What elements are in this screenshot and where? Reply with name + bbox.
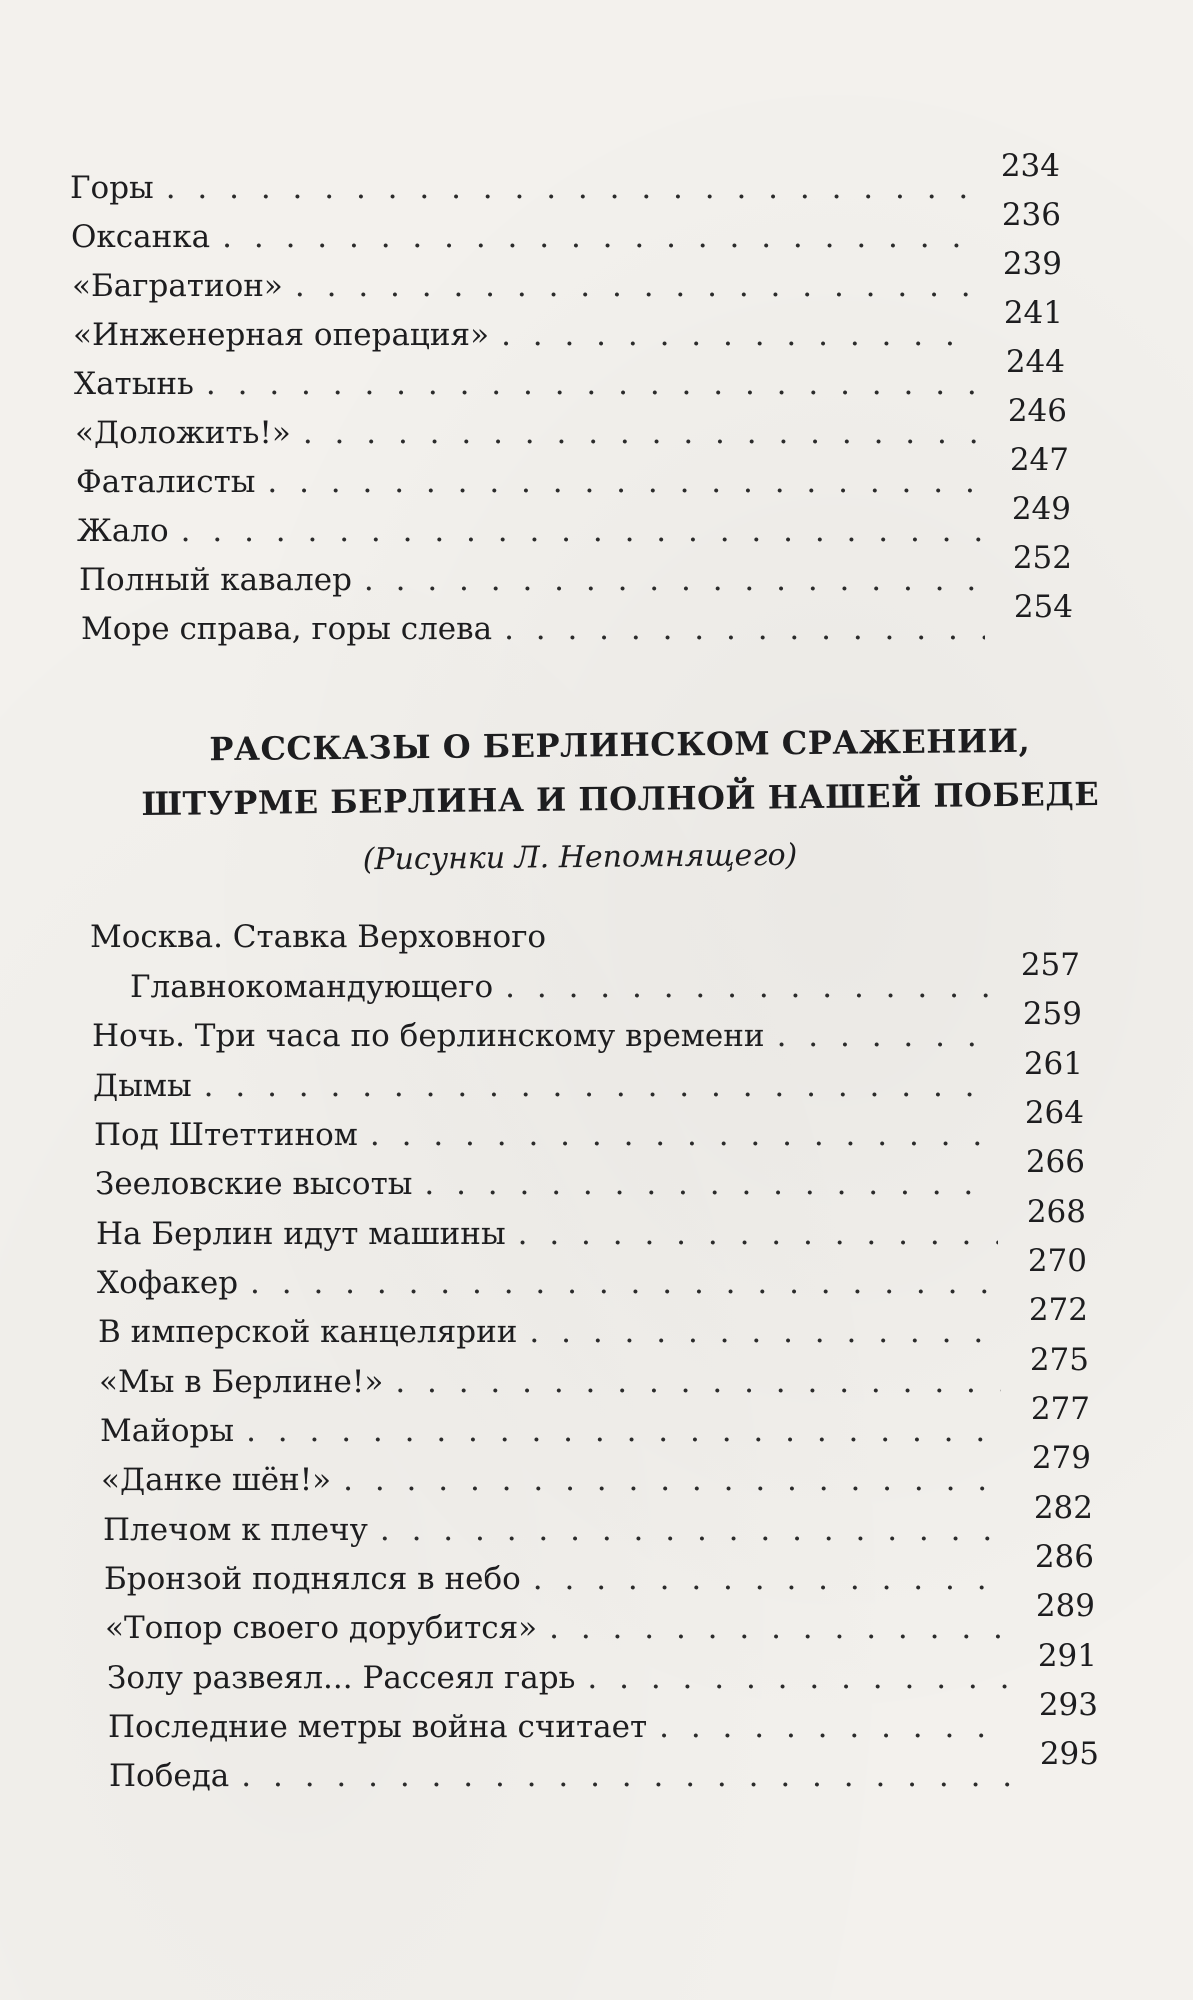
toc-entry-page: 249: [1011, 491, 1071, 527]
toc-dot-leader: [549, 1608, 1007, 1648]
toc-entry-title: Хофакер: [97, 1265, 239, 1301]
toc-dot-leader: [204, 1066, 995, 1106]
toc-entry: [92, 996, 1082, 1056]
toc-dot-leader: [295, 266, 974, 306]
toc-entry-title: «Доложить!»: [75, 415, 291, 451]
section-heading-line: ШТУРМЕ БЕРЛИНА И ПОЛНОЙ НАШЕЙ ПОБЕДЕ: [141, 774, 1100, 824]
toc-entry-page: 286: [1034, 1539, 1094, 1575]
toc-entry: [77, 491, 1071, 551]
toc-entry-title: Дымы: [93, 1068, 192, 1104]
toc-entry-title: «Топор своего дорубится»: [105, 1610, 538, 1646]
toc-dot-leader: [181, 511, 983, 551]
toc-entry-title: Полный кавалер: [79, 562, 352, 598]
toc-entry-page: 246: [1007, 393, 1067, 429]
section-heading-line: РАССКАЗЫ О БЕРЛИНСКОМ СРАЖЕНИИ,: [209, 721, 1031, 769]
toc-dot-leader: [518, 1214, 998, 1254]
toc-entry-first-line: [90, 917, 1080, 957]
toc-entry: [107, 1638, 1097, 1698]
toc-entry-title: «Инженерная операция»: [73, 317, 490, 353]
toc-entry-page: 241: [1003, 295, 1063, 331]
toc-entry-title: Золу развеял... Рассеял гарь: [107, 1660, 576, 1696]
toc-entry: [95, 1144, 1085, 1204]
toc-entry-page: 236: [1001, 197, 1061, 233]
toc-entry: [79, 540, 1072, 600]
toc-entry-title: Майоры: [100, 1413, 235, 1449]
toc-entry-title: Бронзой поднялся в небо: [104, 1561, 521, 1597]
toc-entry-title: На Берлин идут машины: [96, 1216, 506, 1252]
toc-entry-title-continued: Главнокомандующего: [130, 969, 494, 1005]
toc-entry-page: 261: [1023, 1046, 1083, 1082]
toc-entry-title: Под Штеттином: [94, 1117, 358, 1153]
toc-entry-title: «Багратион»: [72, 268, 283, 304]
toc-entry-page: 277: [1030, 1391, 1090, 1427]
toc-entry: [104, 1539, 1094, 1599]
toc-entry-page: 293: [1038, 1687, 1098, 1723]
toc-entry-title: Жало: [77, 513, 169, 549]
toc-dot-leader: [424, 1164, 997, 1204]
toc-entry: [109, 1736, 1099, 1796]
toc-entry: [71, 197, 1061, 257]
toc-entry: [108, 1687, 1098, 1747]
toc-entry-page: 275: [1029, 1342, 1089, 1378]
toc-entry-title: Хатынь: [74, 366, 194, 402]
toc-entry: [101, 1440, 1091, 1500]
toc-entry-page: 268: [1026, 1194, 1086, 1230]
toc-entry-title: Горы: [70, 170, 154, 206]
toc-dot-leader: [587, 1658, 1009, 1698]
toc-entry: [130, 947, 1080, 1007]
toc-dot-leader: [303, 413, 979, 453]
toc-entry: [70, 148, 1060, 208]
toc-entry: [81, 589, 1073, 649]
toc-entry-page: 272: [1028, 1292, 1088, 1328]
toc-entry: [98, 1292, 1088, 1352]
toc-dot-leader: [505, 967, 992, 1007]
toc-entry: [76, 442, 1069, 502]
toc-entry-title: Ночь. Три часа по берлинскому времени: [92, 1018, 765, 1054]
toc-dot-leader: [250, 1263, 999, 1303]
toc-entry-title: Москва. Ставка Верховного: [90, 919, 547, 955]
toc-dot-leader: [659, 1707, 1010, 1747]
toc-dot-leader: [246, 1411, 1002, 1451]
toc-entry-page: 279: [1031, 1440, 1091, 1476]
toc-entry-page: 264: [1024, 1095, 1084, 1131]
toc-dot-leader: [364, 560, 984, 600]
toc-dot-leader: [395, 1362, 1001, 1402]
toc-entry-page: 244: [1005, 344, 1065, 380]
toc-entry-title: Море справа, горы слева: [81, 611, 493, 647]
section-heading: [139, 713, 1100, 831]
toc-entry: [93, 1046, 1083, 1106]
toc-dot-leader: [267, 462, 981, 502]
toc-entry-page: 289: [1035, 1588, 1095, 1624]
toc-entry-page: 254: [1013, 589, 1073, 625]
toc-entry-page: 266: [1025, 1144, 1085, 1180]
toc-entry: [94, 1095, 1084, 1155]
toc-entry: [99, 1342, 1089, 1402]
toc-entry: [105, 1588, 1095, 1648]
toc-entry: [73, 295, 1063, 355]
toc-entry: [75, 393, 1067, 453]
toc-dot-leader: [166, 168, 972, 208]
toc-entry-title: В имперской канцелярии: [98, 1314, 518, 1350]
toc-entry-page: 270: [1027, 1243, 1087, 1279]
toc-entry-title: Победа: [109, 1758, 230, 1794]
toc-entry-title: Плечом к плечу: [103, 1512, 368, 1548]
toc-entry-title: «Данке шён!»: [101, 1462, 332, 1498]
toc-dot-leader: [380, 1510, 1005, 1550]
toc-entry-page: 282: [1033, 1490, 1093, 1526]
toc-entry-title: Последние метры война считает: [108, 1709, 648, 1745]
toc-entry: [97, 1243, 1087, 1303]
toc-dot-leader: [241, 1756, 1011, 1796]
toc-entry-page: 291: [1037, 1638, 1097, 1674]
toc-entry: [96, 1194, 1086, 1254]
toc-entry-title: «Мы в Берлине!»: [99, 1364, 384, 1400]
toc-entry-page: 239: [1002, 246, 1062, 282]
toc-dot-leader: [343, 1460, 1003, 1500]
toc-entry-title: Зееловские высоты: [95, 1166, 413, 1202]
toc-dot-leader: [206, 364, 977, 404]
toc-entry-page: 259: [1022, 996, 1082, 1032]
toc-entry: [72, 246, 1062, 306]
toc-dot-leader: [501, 315, 975, 355]
toc-dot-leader: [370, 1115, 996, 1155]
toc-entry-page: 247: [1009, 442, 1069, 478]
toc-dot-leader: [504, 609, 985, 649]
toc-entry-title: Оксанка: [71, 219, 211, 255]
toc-entry-title: Фаталисты: [76, 464, 256, 500]
toc-entry-page: 234: [1000, 148, 1060, 184]
toc-entry: [74, 344, 1065, 404]
toc-entry: [100, 1391, 1090, 1451]
toc-dot-leader: [222, 217, 973, 257]
toc-entry-page: 257: [1020, 947, 1080, 983]
toc-entry-page: 252: [1012, 540, 1072, 576]
toc-dot-leader: [533, 1559, 1006, 1599]
toc-entry: [103, 1490, 1093, 1550]
section-subtitle: (Рисунки Л. Непомнящего): [362, 837, 798, 878]
toc-dot-leader: [529, 1312, 1000, 1352]
toc-entry-page: 295: [1039, 1736, 1099, 1772]
toc-dot-leader: [777, 1016, 994, 1056]
